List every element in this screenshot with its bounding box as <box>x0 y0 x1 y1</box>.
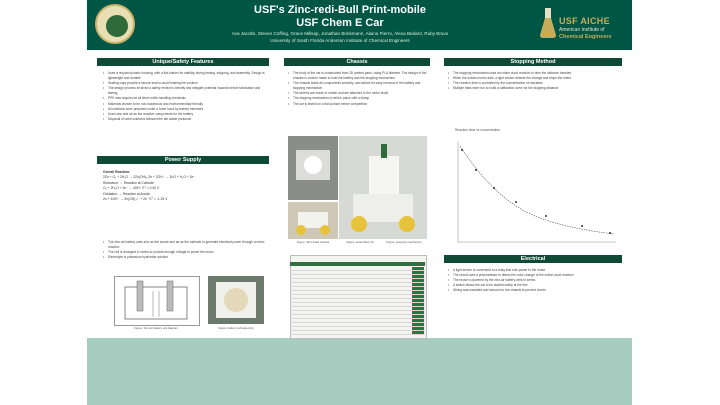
section-title-stopping: Stopping Method <box>444 58 622 66</box>
table-row <box>290 331 425 335</box>
chassis-bullets: • The body of the car is constructed from 3D printed parts, using PLA filament. The design of the chassis is custom made to hold the battery and the stopping mechanism • The chassis holds all components securely, and allows for easy removal of the battery and stopping mechanism • The wheels are made of rubber and are attached to the motor shaft • The stopping mechanism is held in place with a clamp • The car is tested on a flat surface before competition <box>288 71 428 107</box>
power-bullets: • The zinc-air battery uses zinc as the anode and air as the cathode to generate electrical power through a redox reaction • The cell is arranged in series to provide enough voltage to power the motor • Electrolyte is potassium hydroxide solution <box>103 240 269 260</box>
caption-chassis-a: Figure: 3D printed chassis <box>296 240 330 244</box>
chassis-render-photo <box>288 136 338 200</box>
flask-icon <box>539 8 557 38</box>
unique-bullets: • Uses a recycled plastic housing, with a flat-bottom for stability during testing, shipping, and assembly. Design is lightweight and durable • Sealing caps provide a secure seal to avoid leaking the solution • The design process involved a safety review to identify and mitigate potential hazards before fabrication and testing • PPE was required at all times while handling chemicals • Materials chosen to be non-hazardous and environmentally friendly • All solutions were prepared under a fume hood by trained members • Used zinc and air as the reactive components for the battery • Disposal of used solutions followed the lab waste protocols <box>103 71 269 122</box>
section-title-power: Power Supply <box>97 156 269 164</box>
usf-seal-logo <box>95 4 135 44</box>
caption-chassis-b: Figure: assembled car <box>346 240 374 244</box>
assembled-car-svg <box>339 136 427 239</box>
stopping-bullets: • The stopping mechanism uses an iodine clock reaction to time the distance traveled • When the solution turns dark, a light sensor detects the change and stops the motor • The reaction time is controlled by the concentration of reactants • Multiple trials were run to build a calibration curve for the stopping distance <box>448 71 620 91</box>
caption-battery-diagram: Figure: zinc-air battery cell diagram <box>134 326 178 330</box>
stopping-calibration-chart <box>446 136 620 248</box>
poster-subtitle: USF Chem E Car <box>296 17 384 29</box>
footer-band <box>87 338 632 405</box>
car-side-photo <box>288 202 338 239</box>
affiliation: University of South Florida Anderson Institute of Chemical Engineers <box>270 38 410 43</box>
cost-table-header <box>290 262 425 266</box>
battery-diagram-svg <box>115 277 199 325</box>
caption-chassis-c: Figure: stopping mechanism <box>386 240 422 244</box>
author-list: Ava Jacobs, Steven Coffing, Grace Millsap, Jonathan Brinkmann, Alaina Pierro, Alexa Bedard, Ruby Bravo <box>231 31 449 36</box>
chassis-render-svg <box>288 136 338 200</box>
battery-photo-svg <box>208 276 264 324</box>
poster-title: USF's Zinc-redi-Bull Print-mobile <box>254 4 426 16</box>
power-equations: Overall Reaction: 2Zn + O₂ + 2H₂O → 2Zn(OH)₂ Zn + 2OH⁻ → ZnO + H₂O + 2e⁻ Reduction: → Reaction at Cathode O₂ + 2H₂O + 4e⁻ → 4OH⁻ E° = 0.40 V Oxidation: → Reaction at Anode Zn + 4OH⁻ → Zn(OH)₄²⁻ + 2e⁻ E° = -1.25 V <box>103 170 196 202</box>
battery-photo <box>208 276 264 324</box>
section-title-chassis: Chassis <box>284 58 430 66</box>
assembled-car-photo <box>339 136 427 239</box>
caption-battery-photo: Figure: battery cell assembly <box>218 326 254 330</box>
aiche-logo: USF AICHE American Institute of Chemical Engineers <box>535 6 627 46</box>
car-side-svg <box>288 202 338 239</box>
section-title-electrical: Electrical <box>444 255 622 263</box>
battery-diagram <box>114 276 200 326</box>
section-title-unique: Unique/Safety Features <box>97 58 269 66</box>
electrical-bullets: • A light sensor is connected to a relay that cuts power to the motor • The circuit uses a photoresistor to detect the color change of the iodine clock reaction • The motor is powered by the zinc-air battery cells in series • A switch allows the car to be started safely at the line • Wiring was insulated and secured to the chassis to prevent shorts <box>448 268 620 293</box>
stopping-equation: Reaction time vs concentration <box>455 128 501 132</box>
